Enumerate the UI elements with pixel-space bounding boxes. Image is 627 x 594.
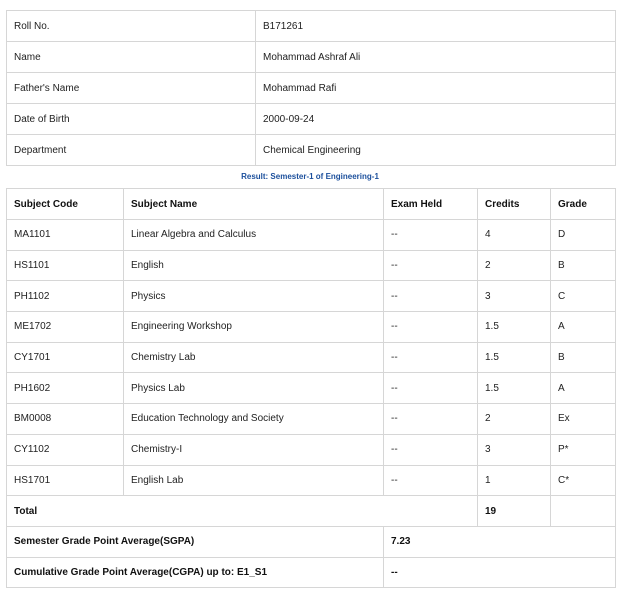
exam-held-cell: -- bbox=[384, 312, 478, 343]
subject-name-cell: English Lab bbox=[124, 465, 384, 496]
credits-cell: 2 bbox=[478, 250, 551, 281]
table-row bbox=[7, 220, 616, 251]
subject-code-cell: CY1102 bbox=[7, 434, 124, 465]
subject-code-cell: HS1701 bbox=[7, 465, 124, 496]
grade-cell: Ex bbox=[551, 404, 616, 435]
subject-name-cell: Education Technology and Society bbox=[124, 404, 384, 435]
info-row-name bbox=[7, 42, 616, 73]
info-label: Date of Birth bbox=[7, 104, 256, 135]
credits-cell: 4 bbox=[478, 220, 551, 251]
exam-held-cell: -- bbox=[384, 281, 478, 312]
subject-code-cell: HS1101 bbox=[7, 250, 124, 281]
grade-cell: D bbox=[551, 220, 616, 251]
credits-cell: 1.5 bbox=[478, 373, 551, 404]
info-value: 2000-09-24 bbox=[256, 104, 616, 135]
info-label: Father's Name bbox=[7, 73, 256, 104]
exam-held-cell: -- bbox=[384, 404, 478, 435]
subject-name-cell: Physics bbox=[124, 281, 384, 312]
total-row bbox=[7, 496, 616, 527]
info-label: Name bbox=[7, 42, 256, 73]
marks-table bbox=[6, 188, 616, 588]
credits-cell: 3 bbox=[478, 281, 551, 312]
info-value: Mohammad Ashraf Ali bbox=[256, 42, 616, 73]
subject-name-cell: Linear Algebra and Calculus bbox=[124, 220, 384, 251]
table-row bbox=[7, 373, 616, 404]
exam-held-cell: -- bbox=[384, 465, 478, 496]
grade-cell: C bbox=[551, 281, 616, 312]
credits-cell: 3 bbox=[478, 434, 551, 465]
sgpa-value: 7.23 bbox=[384, 526, 616, 557]
cgpa-label: Cumulative Grade Point Average(CGPA) up to: E1_S1 bbox=[7, 557, 384, 588]
table-row bbox=[7, 434, 616, 465]
column-header-subject-code: Subject Code bbox=[7, 189, 124, 220]
cgpa-value: -- bbox=[384, 557, 616, 588]
exam-held-cell: -- bbox=[384, 434, 478, 465]
student-info-table bbox=[6, 10, 616, 166]
credits-cell: 1 bbox=[478, 465, 551, 496]
exam-held-cell: -- bbox=[384, 342, 478, 373]
subject-code-cell: PH1102 bbox=[7, 281, 124, 312]
info-row-roll-no bbox=[7, 11, 616, 42]
grade-cell: B bbox=[551, 250, 616, 281]
total-label: Total bbox=[7, 496, 478, 527]
table-row bbox=[7, 404, 616, 435]
sgpa-row bbox=[7, 526, 616, 557]
exam-held-cell: -- bbox=[384, 250, 478, 281]
exam-held-cell: -- bbox=[384, 373, 478, 404]
info-value: B171261 bbox=[256, 11, 616, 42]
grade-cell: P* bbox=[551, 434, 616, 465]
subject-name-cell: English bbox=[124, 250, 384, 281]
credits-cell: 2 bbox=[478, 404, 551, 435]
column-header-exam-held: Exam Held bbox=[384, 189, 478, 220]
subject-code-cell: BM0008 bbox=[7, 404, 124, 435]
info-value: Mohammad Rafi bbox=[256, 73, 616, 104]
exam-held-cell: -- bbox=[384, 220, 478, 251]
info-row-date-of-birth bbox=[7, 104, 616, 135]
credits-cell: 1.5 bbox=[478, 312, 551, 343]
subject-name-cell: Chemistry Lab bbox=[124, 342, 384, 373]
subject-code-cell: MA1101 bbox=[7, 220, 124, 251]
column-header-credits: Credits bbox=[478, 189, 551, 220]
subject-code-cell: PH1602 bbox=[7, 373, 124, 404]
grade-cell: A bbox=[551, 312, 616, 343]
info-label: Department bbox=[7, 135, 256, 166]
table-row bbox=[7, 250, 616, 281]
total-grade-cell bbox=[551, 496, 616, 527]
info-label: Roll No. bbox=[7, 11, 256, 42]
table-row bbox=[7, 312, 616, 343]
info-row-department bbox=[7, 135, 616, 166]
column-header-grade: Grade bbox=[551, 189, 616, 220]
subject-name-cell: Engineering Workshop bbox=[124, 312, 384, 343]
sgpa-label: Semester Grade Point Average(SGPA) bbox=[7, 526, 384, 557]
total-credits: 19 bbox=[478, 496, 551, 527]
table-row bbox=[7, 342, 616, 373]
grade-cell: B bbox=[551, 342, 616, 373]
subject-name-cell: Chemistry-I bbox=[124, 434, 384, 465]
column-header-subject-name: Subject Name bbox=[124, 189, 384, 220]
result-title: Result: Semester-1 of Engineering-1 bbox=[241, 172, 379, 181]
subject-code-cell: ME1702 bbox=[7, 312, 124, 343]
cgpa-row bbox=[7, 557, 616, 588]
subject-code-cell: CY1701 bbox=[7, 342, 124, 373]
marks-header-row bbox=[7, 189, 616, 220]
grade-cell: C* bbox=[551, 465, 616, 496]
info-row-fathers-name bbox=[7, 73, 616, 104]
subject-name-cell: Physics Lab bbox=[124, 373, 384, 404]
info-value: Chemical Engineering bbox=[256, 135, 616, 166]
grade-cell: A bbox=[551, 373, 616, 404]
table-row bbox=[7, 281, 616, 312]
table-row bbox=[7, 465, 616, 496]
credits-cell: 1.5 bbox=[478, 342, 551, 373]
